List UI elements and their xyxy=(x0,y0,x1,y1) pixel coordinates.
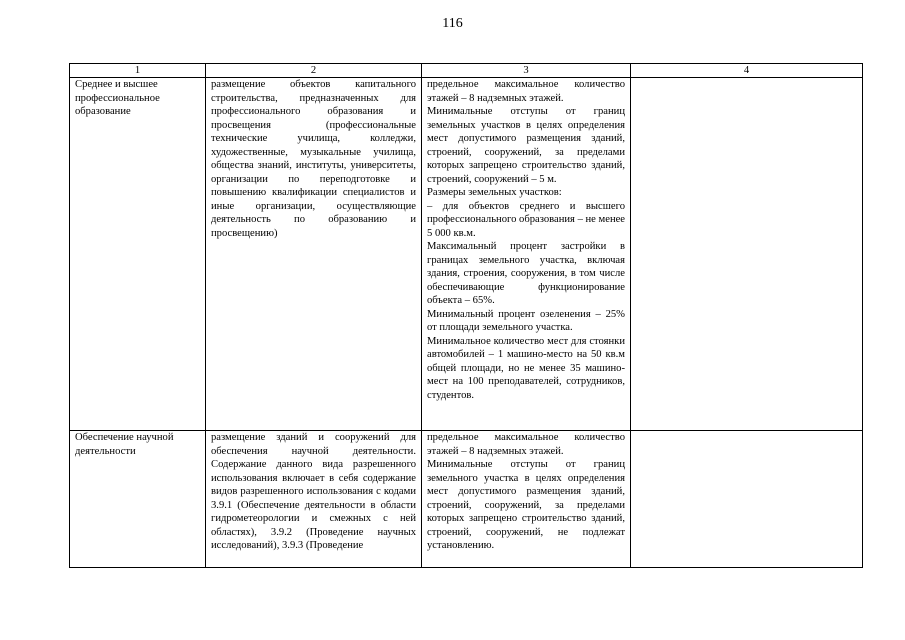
regulations-table xyxy=(69,63,863,568)
parameter-text: Максимальный процент застройки в границах земельного участка, включая здания, строения, сооружения, в том числе обеспечивающие функционирование объекта – 65%. xyxy=(427,241,625,306)
parameter-text: предельное максимальное количество этажей – 8 надземных этажей. xyxy=(427,432,625,457)
column-header-1: 1 xyxy=(70,64,206,78)
parameter-text: Минимальные отступы от границ земельного участка в целях определения мест допустимого размещения зданий, строений, сооружений, за пределами которых запрещено строительство зданий, строений, сооружений, не подлежат установлению. xyxy=(427,459,625,551)
column-header-4: 4 xyxy=(631,64,863,78)
page-number: 116 xyxy=(442,16,463,31)
notes-cell xyxy=(631,431,863,568)
parameter-text: Минимальные отступы от границ земельных участков в целях определения мест допустимого размещения зданий, строений, сооружений, за пределами которых запрещено строительство зданий, строений, сооружений – 5 м. xyxy=(427,106,625,185)
parameter-text: Минимальное количество мест для стоянки автомобилей – 1 машино-место на 50 кв.м общей площади, но не менее 35 машино-мест на 100 преподавателей, сотрудников, студентов. xyxy=(427,335,625,401)
parameters-cell xyxy=(422,78,631,431)
parameters-cell xyxy=(422,431,631,568)
parameter-text: Минимальный процент озеленения – 25% от площади земельного участка. xyxy=(427,308,625,333)
table-header-row xyxy=(70,64,863,78)
table-row xyxy=(70,431,863,568)
parameter-text: Размеры земельных участков: xyxy=(427,187,562,198)
land-use-description-cell: размещение зданий и сооружений для обеспечения научной деятельности. Содержание данного вида разрешенного использования включает в себя содержание видов разрешенного использования с кодами 3.9.1 (Обеспечение деятельности в области гидрометеорологии и смежных с ней областях), 3.9.2 (Проведение научных исследований), 3.9.3 (Проведение xyxy=(206,431,422,568)
land-use-description-cell: размещение объектов капитального строительства, предназначенных для профессионального образования и просвещения (профессиональные технические училища, колледжи, художественные, музыкальные училища, общества знаний, институты, университеты, организации по переподготовке и повышению квалификации специалистов и иные организации, осуществляющие деятельность по образованию и просвещению) xyxy=(206,78,422,431)
table-row xyxy=(70,78,863,431)
column-header-2: 2 xyxy=(206,64,422,78)
column-header-3: 3 xyxy=(422,64,631,78)
parameter-text: предельное максимальное количество этажей – 8 надземных этажей. xyxy=(427,79,625,104)
land-use-type-cell: Обеспечение научной деятельности xyxy=(70,431,206,568)
parameter-text: – для объектов среднего и высшего профессионального образования – не менее 5 000 кв.м. xyxy=(427,200,626,239)
land-use-type-cell: Среднее и высшее профессиональное образование xyxy=(70,78,206,431)
notes-cell xyxy=(631,78,863,431)
